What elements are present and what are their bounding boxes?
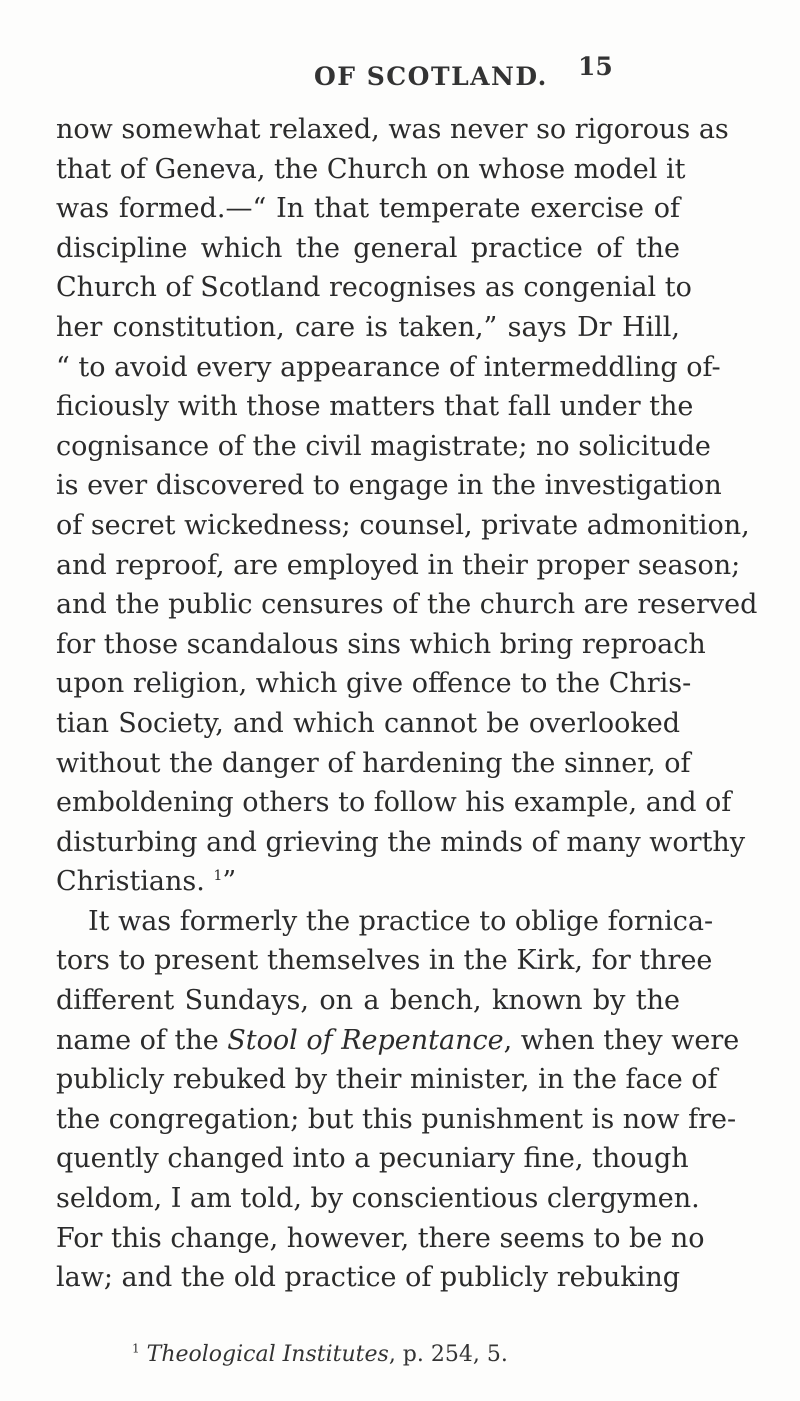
text-line: tian Society, and which cannot be overlooked [56, 707, 680, 739]
text-line: emboldening others to follow his example, and of [56, 787, 732, 819]
text-line: the congregation; but this punishment is now fre- [56, 1103, 737, 1135]
text-line: “ to avoid every appearance of intermeddling of- [56, 351, 721, 383]
text-line: that of Geneva, the Church on whose model it [56, 153, 686, 185]
running-title: OF SCOTLAND. [314, 62, 548, 91]
text-line: ficiously with those matters that fall under the [56, 391, 694, 423]
stool-line-before: name of the [56, 1024, 228, 1056]
text-line: For this change, however, there seems to be no [56, 1222, 705, 1254]
text-line: of secret wickedness; counsel, private admonition, [56, 509, 750, 541]
text-line: quently changed into a pecuniary fine, though [56, 1143, 689, 1175]
text-line: her constitution, care is taken,” says Dr Hill, [56, 311, 680, 343]
text-line: discipline which the general practice of the [56, 232, 680, 264]
text-line: upon religion, which give offence to the Chris- [56, 668, 692, 700]
footnote-marker: 1 [132, 1341, 140, 1356]
stool-line-after: , when they were [503, 1024, 740, 1056]
footnote [132, 1342, 508, 1367]
text-line: law; and the old practice of publicly rebuking [56, 1262, 680, 1294]
text-line: publicly rebuked by their minister, in the face of [56, 1064, 718, 1096]
closing-quote: ” [222, 866, 237, 898]
text-line: Church of Scotland recognises as congenial to [56, 272, 692, 304]
text-line: cognisance of the civil magistrate; no solicitude [56, 430, 711, 462]
text-line: different Sundays, on a bench, known by the [56, 985, 680, 1017]
footnote-reference: 1 [213, 868, 223, 885]
text-line: seldom, I am told, by conscientious clergymen. [56, 1183, 700, 1215]
stool-of-repentance-italic: Stool of Repentance [227, 1024, 504, 1056]
text-line-stool [56, 1021, 740, 1061]
body-text [56, 110, 758, 1298]
text-line: tors to present themselves in the Kirk, for three [56, 945, 713, 977]
text-line: for those scandalous sins which bring reproach [56, 628, 706, 660]
footnote-title: Theological Institutes [146, 1342, 389, 1367]
text-line: without the danger of hardening the sinner, of [56, 747, 691, 779]
text-line-end-quote [56, 862, 680, 902]
christians-word: Christians. [56, 866, 205, 898]
footnote-citation: , p. 254, 5. [388, 1342, 508, 1367]
text-line: and reproof, are employed in their proper season; [56, 549, 741, 581]
text-line: was formed.—“ In that temperate exercise of [56, 193, 680, 225]
text-line: disturbing and grieving the minds of many worthy [56, 826, 746, 858]
running-head [0, 52, 800, 92]
text-line: It was formerly the practice to oblige fornica- [88, 905, 714, 937]
text-line: is ever discovered to engage in the investigation [56, 470, 722, 502]
page-number: 15 [578, 52, 613, 81]
text-line: and the public censures of the church are reserved [56, 589, 758, 621]
text-line: now somewhat relaxed, was never so rigorous as [56, 114, 729, 145]
